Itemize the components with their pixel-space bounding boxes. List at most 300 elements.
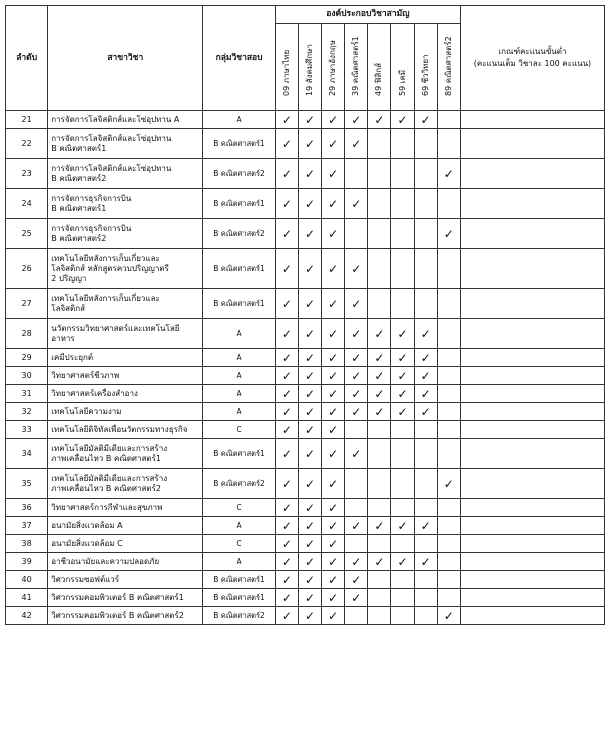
header-subject [322, 24, 345, 111]
table-row [6, 319, 605, 349]
check-mark: ✓ [345, 367, 368, 385]
row-number: 35 [6, 469, 48, 499]
row-number: 28 [6, 319, 48, 349]
criteria-cell [460, 385, 604, 403]
field-name [48, 607, 203, 625]
field-name [48, 129, 203, 159]
check-mark: ✓ [322, 589, 345, 607]
empty-cell [414, 129, 437, 159]
exam-group: A [203, 349, 275, 367]
exam-group: A [203, 403, 275, 421]
field-name-line: ภาพเคลื่อนไหว B คณิตศาสตร์1 [51, 453, 161, 463]
header-subject-label: 89 คณิตศาสตร์2 [443, 36, 453, 96]
header-group: กลุ่มวิชาสอบ [203, 6, 275, 111]
check-mark: ✓ [391, 553, 414, 571]
check-mark: ✓ [322, 367, 345, 385]
table-row [6, 553, 605, 571]
document-page [5, 5, 605, 625]
check-mark: ✓ [345, 289, 368, 319]
header-subject [345, 24, 368, 111]
check-mark: ✓ [437, 469, 460, 499]
criteria-cell [460, 249, 604, 289]
field-name-line: โลจิสติกส์ หลักสูตรควบปริญญาตรี [51, 263, 169, 273]
check-mark: ✓ [391, 403, 414, 421]
exam-group: B คณิตศาสตร์2 [203, 159, 275, 189]
criteria-cell [460, 159, 604, 189]
exam-group: A [203, 367, 275, 385]
check-mark: ✓ [275, 111, 298, 129]
check-mark: ✓ [298, 111, 321, 129]
empty-cell [368, 219, 391, 249]
check-mark: ✓ [368, 517, 391, 535]
exam-group: B คณิตศาสตร์1 [203, 249, 275, 289]
criteria-cell [460, 553, 604, 571]
field-name [48, 499, 203, 517]
empty-cell [437, 249, 460, 289]
check-mark: ✓ [275, 249, 298, 289]
check-mark: ✓ [345, 349, 368, 367]
check-mark: ✓ [414, 553, 437, 571]
check-mark: ✓ [322, 499, 345, 517]
empty-cell [391, 607, 414, 625]
empty-cell [437, 129, 460, 159]
field-name [48, 421, 203, 439]
empty-cell [414, 469, 437, 499]
empty-cell [391, 289, 414, 319]
check-mark: ✓ [275, 469, 298, 499]
empty-cell [368, 289, 391, 319]
field-name [48, 111, 203, 129]
empty-cell [368, 129, 391, 159]
field-name-line: เทคโนโลยีมัลติมีเดียและการสร้าง [51, 473, 168, 483]
table-row [6, 421, 605, 439]
check-mark: ✓ [345, 129, 368, 159]
field-name-line: นวัตกรรมวิทยาศาสตร์และเทคโนโลยี [51, 323, 180, 333]
empty-cell [437, 111, 460, 129]
header-subject [298, 24, 321, 111]
check-mark: ✓ [322, 219, 345, 249]
field-name [48, 385, 203, 403]
field-name-line: วิศวกรรมคอมพิวเตอร์ B คณิตศาสตร์1 [51, 592, 184, 602]
row-number: 34 [6, 439, 48, 469]
empty-cell [437, 385, 460, 403]
check-mark: ✓ [322, 111, 345, 129]
empty-cell [368, 159, 391, 189]
empty-cell [368, 571, 391, 589]
field-name-line: เทคโนโลยีดิจิทัลเพื่อนวัตกรรมทางธุรกิจ [51, 424, 188, 434]
field-name-line: เทคโนโลยีมัลติมีเดียและการสร้าง [51, 443, 168, 453]
check-mark: ✓ [298, 421, 321, 439]
empty-cell [437, 517, 460, 535]
field-name-line: เทคโนโลยีความงาม [51, 406, 122, 416]
table-row [6, 499, 605, 517]
check-mark: ✓ [345, 319, 368, 349]
check-mark: ✓ [275, 535, 298, 553]
field-name [48, 319, 203, 349]
empty-cell [345, 159, 368, 189]
check-mark: ✓ [391, 517, 414, 535]
empty-cell [368, 249, 391, 289]
check-mark: ✓ [414, 517, 437, 535]
empty-cell [437, 189, 460, 219]
check-mark: ✓ [345, 403, 368, 421]
field-name [48, 189, 203, 219]
check-mark: ✓ [298, 189, 321, 219]
check-mark: ✓ [437, 159, 460, 189]
check-mark: ✓ [368, 319, 391, 349]
table-row [6, 349, 605, 367]
row-number: 26 [6, 249, 48, 289]
check-mark: ✓ [298, 129, 321, 159]
field-name [48, 289, 203, 319]
empty-cell [391, 421, 414, 439]
empty-cell [414, 607, 437, 625]
check-mark: ✓ [345, 111, 368, 129]
empty-cell [368, 589, 391, 607]
check-mark: ✓ [368, 111, 391, 129]
field-name-line: เทคโนโลยีหลังการเก็บเกี่ยวและ [51, 293, 160, 303]
header-subject [368, 24, 391, 111]
check-mark: ✓ [345, 439, 368, 469]
empty-cell [368, 439, 391, 469]
row-number: 36 [6, 499, 48, 517]
empty-cell [345, 607, 368, 625]
empty-cell [391, 535, 414, 553]
field-name [48, 349, 203, 367]
check-mark: ✓ [345, 553, 368, 571]
check-mark: ✓ [298, 553, 321, 571]
field-name-line: วิทยาศาสตร์ชีวภาพ [51, 370, 120, 380]
check-mark: ✓ [414, 111, 437, 129]
criteria-cell [460, 571, 604, 589]
header-subject-label: 69 ชีววิทยา [420, 54, 430, 96]
check-mark: ✓ [298, 607, 321, 625]
table-row [6, 219, 605, 249]
check-mark: ✓ [391, 319, 414, 349]
check-mark: ✓ [414, 403, 437, 421]
check-mark: ✓ [275, 349, 298, 367]
criteria-cell [460, 607, 604, 625]
check-mark: ✓ [298, 367, 321, 385]
check-mark: ✓ [298, 219, 321, 249]
empty-cell [437, 499, 460, 517]
field-name [48, 469, 203, 499]
check-mark: ✓ [322, 553, 345, 571]
header-subject-label: 49 ฟิสิกส์ [374, 63, 384, 96]
exam-group: C [203, 421, 275, 439]
row-number: 29 [6, 349, 48, 367]
field-name-line: การจัดการธุรกิจการบิน [51, 193, 132, 203]
empty-cell [437, 403, 460, 421]
check-mark: ✓ [322, 349, 345, 367]
criteria-cell [460, 189, 604, 219]
header-subject [391, 24, 414, 111]
table-row [6, 571, 605, 589]
criteria-cell [460, 421, 604, 439]
empty-cell [368, 499, 391, 517]
empty-cell [391, 129, 414, 159]
header-criteria-line2: (คะแนนเต็ม วิชาละ 100 คะแนน) [473, 59, 592, 68]
row-number: 38 [6, 535, 48, 553]
check-mark: ✓ [298, 571, 321, 589]
criteria-cell [460, 319, 604, 349]
check-mark: ✓ [298, 349, 321, 367]
criteria-cell [460, 349, 604, 367]
empty-cell [414, 589, 437, 607]
row-number: 33 [6, 421, 48, 439]
field-name-line: B คณิตศาสตร์2 [51, 173, 107, 183]
row-number: 24 [6, 189, 48, 219]
field-name-line: อนามัยสิ่งแวดล้อม A [51, 520, 123, 530]
check-mark: ✓ [275, 439, 298, 469]
check-mark: ✓ [322, 607, 345, 625]
criteria-cell [460, 111, 604, 129]
empty-cell [437, 367, 460, 385]
field-name [48, 439, 203, 469]
check-mark: ✓ [322, 129, 345, 159]
check-mark: ✓ [414, 349, 437, 367]
exam-group: B คณิตศาสตร์2 [203, 469, 275, 499]
field-name-line: การจัดการธุรกิจการบิน [51, 223, 132, 233]
check-mark: ✓ [391, 349, 414, 367]
empty-cell [391, 499, 414, 517]
exam-group: A [203, 111, 275, 129]
field-name-line: วิทยาศาสตร์การกีฬาและสุขภาพ [51, 502, 163, 512]
criteria-cell [460, 499, 604, 517]
check-mark: ✓ [298, 249, 321, 289]
check-mark: ✓ [368, 367, 391, 385]
empty-cell [414, 421, 437, 439]
exam-group: B คณิตศาสตร์1 [203, 189, 275, 219]
check-mark: ✓ [414, 367, 437, 385]
exam-group: B คณิตศาสตร์2 [203, 219, 275, 249]
table-row [6, 403, 605, 421]
field-name [48, 517, 203, 535]
row-number: 42 [6, 607, 48, 625]
check-mark: ✓ [368, 385, 391, 403]
exam-group: C [203, 499, 275, 517]
field-name-line: โลจิสติกส์ [51, 303, 85, 313]
check-mark: ✓ [345, 189, 368, 219]
table-row [6, 607, 605, 625]
exam-group: B คณิตศาสตร์1 [203, 589, 275, 607]
empty-cell [437, 553, 460, 571]
empty-cell [391, 219, 414, 249]
check-mark: ✓ [275, 499, 298, 517]
empty-cell [414, 571, 437, 589]
table-row [6, 159, 605, 189]
check-mark: ✓ [298, 589, 321, 607]
header-components: องค์ประกอบวิชาสามัญ [275, 6, 460, 24]
exam-group: C [203, 535, 275, 553]
field-name [48, 367, 203, 385]
check-mark: ✓ [298, 517, 321, 535]
check-mark: ✓ [437, 607, 460, 625]
field-name-line: การจัดการโลจิสติกส์และโซ่อุปทาน [51, 163, 172, 173]
check-mark: ✓ [275, 129, 298, 159]
field-name-line: B คณิตศาสตร์2 [51, 233, 107, 243]
check-mark: ✓ [275, 571, 298, 589]
criteria-cell [460, 289, 604, 319]
empty-cell [414, 289, 437, 319]
empty-cell [345, 499, 368, 517]
empty-cell [414, 159, 437, 189]
check-mark: ✓ [275, 189, 298, 219]
check-mark: ✓ [275, 385, 298, 403]
field-name-line: เทคโนโลยีหลังการเก็บเกี่ยวและ [51, 253, 160, 263]
check-mark: ✓ [391, 385, 414, 403]
empty-cell [437, 349, 460, 367]
header-criteria-line1: เกณฑ์คะแนนขั้นต่ำ [498, 47, 567, 56]
field-name-line: วิศวกรรมคอมพิวเตอร์ B คณิตศาสตร์2 [51, 610, 184, 620]
field-name [48, 535, 203, 553]
header-subject [437, 24, 460, 111]
row-number: 27 [6, 289, 48, 319]
check-mark: ✓ [322, 517, 345, 535]
check-mark: ✓ [414, 385, 437, 403]
field-name-line: การจัดการโลจิสติกส์และโซ่อุปทาน A [51, 114, 180, 124]
empty-cell [391, 189, 414, 219]
field-name [48, 589, 203, 607]
empty-cell [437, 319, 460, 349]
empty-cell [414, 189, 437, 219]
row-number: 30 [6, 367, 48, 385]
exam-group: B คณิตศาสตร์1 [203, 439, 275, 469]
empty-cell [414, 439, 437, 469]
row-number: 23 [6, 159, 48, 189]
check-mark: ✓ [322, 421, 345, 439]
exam-group: A [203, 385, 275, 403]
check-mark: ✓ [275, 421, 298, 439]
row-number: 37 [6, 517, 48, 535]
empty-cell [437, 289, 460, 319]
header-subject-label: 39 คณิตศาสตร์1 [351, 36, 361, 96]
header-field: สาขาวิชา [48, 6, 203, 111]
header-subject [275, 24, 298, 111]
table-row [6, 189, 605, 219]
check-mark: ✓ [298, 403, 321, 421]
check-mark: ✓ [368, 349, 391, 367]
check-mark: ✓ [275, 319, 298, 349]
check-mark: ✓ [298, 469, 321, 499]
empty-cell [414, 219, 437, 249]
field-name-line: อาหาร [51, 333, 75, 343]
empty-cell [368, 189, 391, 219]
check-mark: ✓ [298, 289, 321, 319]
exam-group: A [203, 319, 275, 349]
empty-cell [391, 439, 414, 469]
empty-cell [391, 469, 414, 499]
check-mark: ✓ [322, 571, 345, 589]
criteria-cell [460, 367, 604, 385]
table-row [6, 385, 605, 403]
check-mark: ✓ [322, 189, 345, 219]
check-mark: ✓ [345, 589, 368, 607]
header-criteria [460, 6, 604, 111]
check-mark: ✓ [298, 159, 321, 189]
criteria-cell [460, 517, 604, 535]
check-mark: ✓ [275, 289, 298, 319]
check-mark: ✓ [275, 589, 298, 607]
check-mark: ✓ [368, 553, 391, 571]
row-number: 39 [6, 553, 48, 571]
empty-cell [414, 249, 437, 289]
admission-criteria-table [5, 5, 605, 625]
check-mark: ✓ [322, 535, 345, 553]
field-name [48, 571, 203, 589]
criteria-cell [460, 129, 604, 159]
check-mark: ✓ [298, 385, 321, 403]
header-order: ลำดับ [6, 6, 48, 111]
field-name [48, 249, 203, 289]
field-name [48, 159, 203, 189]
exam-group: A [203, 517, 275, 535]
check-mark: ✓ [298, 319, 321, 349]
empty-cell [437, 439, 460, 469]
row-number: 40 [6, 571, 48, 589]
field-name-line: อาชีวอนามัยและความปลอดภัย [51, 556, 160, 566]
field-name [48, 403, 203, 421]
row-number: 21 [6, 111, 48, 129]
empty-cell [368, 535, 391, 553]
field-name-line: B คณิตศาสตร์1 [51, 143, 107, 153]
field-name-line: ภาพเคลื่อนไหว B คณิตศาสตร์2 [51, 483, 161, 493]
empty-cell [391, 589, 414, 607]
check-mark: ✓ [275, 367, 298, 385]
table-row [6, 589, 605, 607]
field-name-line: เคมีประยุกต์ [51, 352, 94, 362]
empty-cell [414, 499, 437, 517]
check-mark: ✓ [275, 159, 298, 189]
check-mark: ✓ [298, 439, 321, 469]
row-number: 22 [6, 129, 48, 159]
criteria-cell [460, 589, 604, 607]
table-row [6, 535, 605, 553]
criteria-cell [460, 219, 604, 249]
check-mark: ✓ [368, 403, 391, 421]
check-mark: ✓ [322, 249, 345, 289]
field-name-line: วิศวกรรมซอฟต์แวร์ [51, 574, 120, 584]
empty-cell [391, 571, 414, 589]
check-mark: ✓ [275, 553, 298, 571]
check-mark: ✓ [391, 367, 414, 385]
check-mark: ✓ [275, 607, 298, 625]
empty-cell [368, 421, 391, 439]
exam-group: B คณิตศาสตร์1 [203, 129, 275, 159]
table-row [6, 289, 605, 319]
check-mark: ✓ [345, 571, 368, 589]
empty-cell [368, 607, 391, 625]
table-row [6, 129, 605, 159]
header-subject-label: 09 ภาษาไทย [281, 49, 291, 96]
empty-cell [345, 469, 368, 499]
field-name-line: 2 ปริญญา [51, 273, 87, 283]
field-name-line: อนามัยสิ่งแวดล้อม C [51, 538, 123, 548]
table-row [6, 111, 605, 129]
field-name [48, 553, 203, 571]
check-mark: ✓ [391, 111, 414, 129]
empty-cell [437, 589, 460, 607]
table-row [6, 439, 605, 469]
criteria-cell [460, 469, 604, 499]
row-number: 25 [6, 219, 48, 249]
empty-cell [437, 571, 460, 589]
check-mark: ✓ [322, 439, 345, 469]
header-subject-label: 29 ภาษาอังกฤษ [328, 40, 338, 96]
row-number: 41 [6, 589, 48, 607]
table-row [6, 249, 605, 289]
criteria-cell [460, 439, 604, 469]
